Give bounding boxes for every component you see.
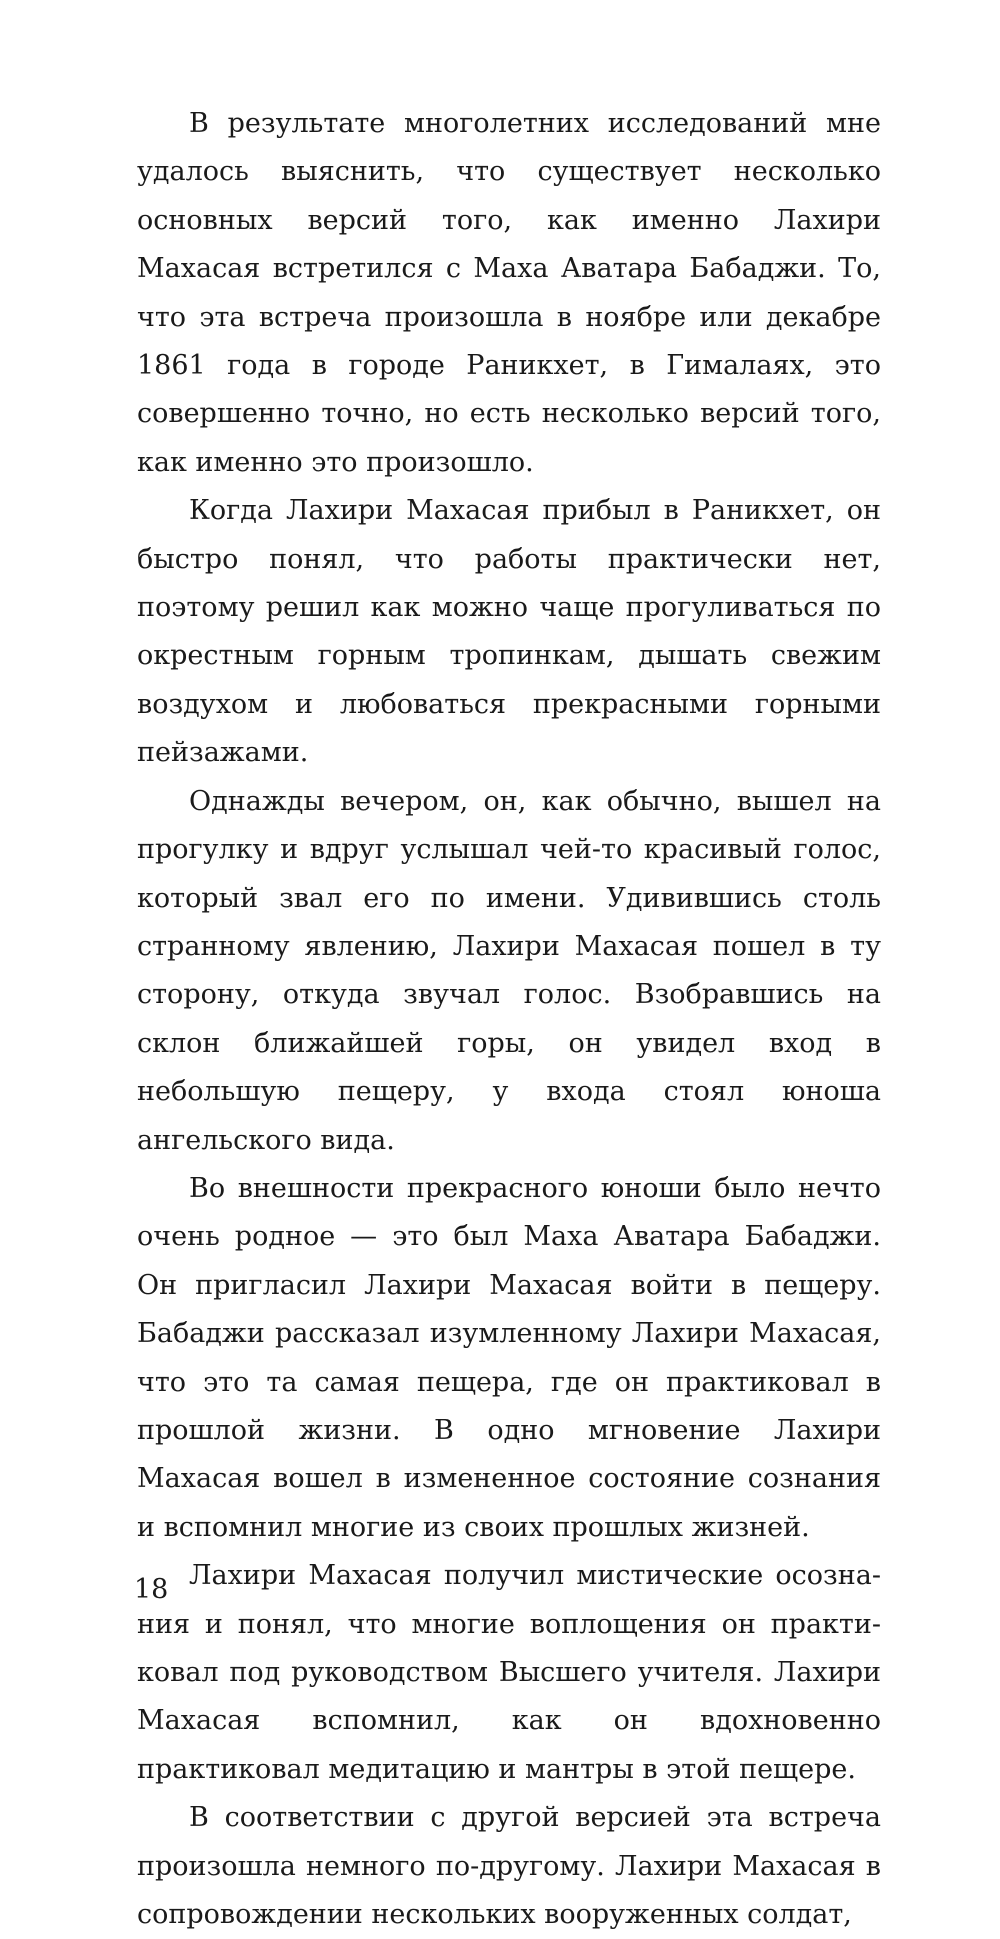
- body-text: [137, 100, 881, 1939]
- paragraph-3: Однажды вечером, он, как обычно, вышел на прогулку и вдруг услышал чей-то красивый голос, который звал его по имени. Удивившись столь странному явлению, Лахири Махасая пошел в ту сторону, откуда звучал голос. Взобравшись на склон ближайшей горы, он увидел вход в небольшую пещеру, у входа стоял юноша ангельского вида.: [137, 785, 881, 1156]
- paragraph-2: Когда Лахири Махасая прибыл в Раникхет, он быстро понял, что работы практически нет, поэтому решил как можно чаще прогуливаться по окрестным горным тропинкам, дышать свежим воздухом и любоваться прекрасными горными пейзажами.: [137, 495, 881, 769]
- paragraph-5: Лахири Махасая получил мистические осознания и понял, что многие воплощения он практиковал под руководством Высшего учителя. Лахири Махасая вспомнил, как он вдохновенно практиковал медитацию и мантры в этой пещере.: [137, 1560, 881, 1785]
- paragraph-6: В соответствии с другой версией эта встреча произошла немного по-другому. Лахири Махасая в сопровождении нескольких вооруженных солдат,: [137, 1802, 881, 1931]
- paragraph-4: Во внешности прекрасного юноши было нечто очень родное — это был Маха Аватара Бабаджи. Он пригласил Лахири Махасая войти в пещеру. Бабаджи рассказал изумленному Лахири Махасая, что это та самая пещера, где он практиковал в прошлой жизни. В одно мгновение Лахири Махасая вошел в измененное состояние сознания и вспомнил многие из своих прошлых жизней.: [137, 1172, 881, 1543]
- paragraph-1: В результате многолетних исследований мне удалось выяснить, что существует несколько основных версий того, как именно Лахири Махасая встретился с Маха Аватара Бабаджи. То, что эта встреча произошла в ноябре или декабре 1861 года в городе Раникхет, в Гималаях, это совершенно точно, но есть несколько версий того, как именно это произошло.: [137, 108, 881, 478]
- page-number: 18: [134, 1574, 169, 1605]
